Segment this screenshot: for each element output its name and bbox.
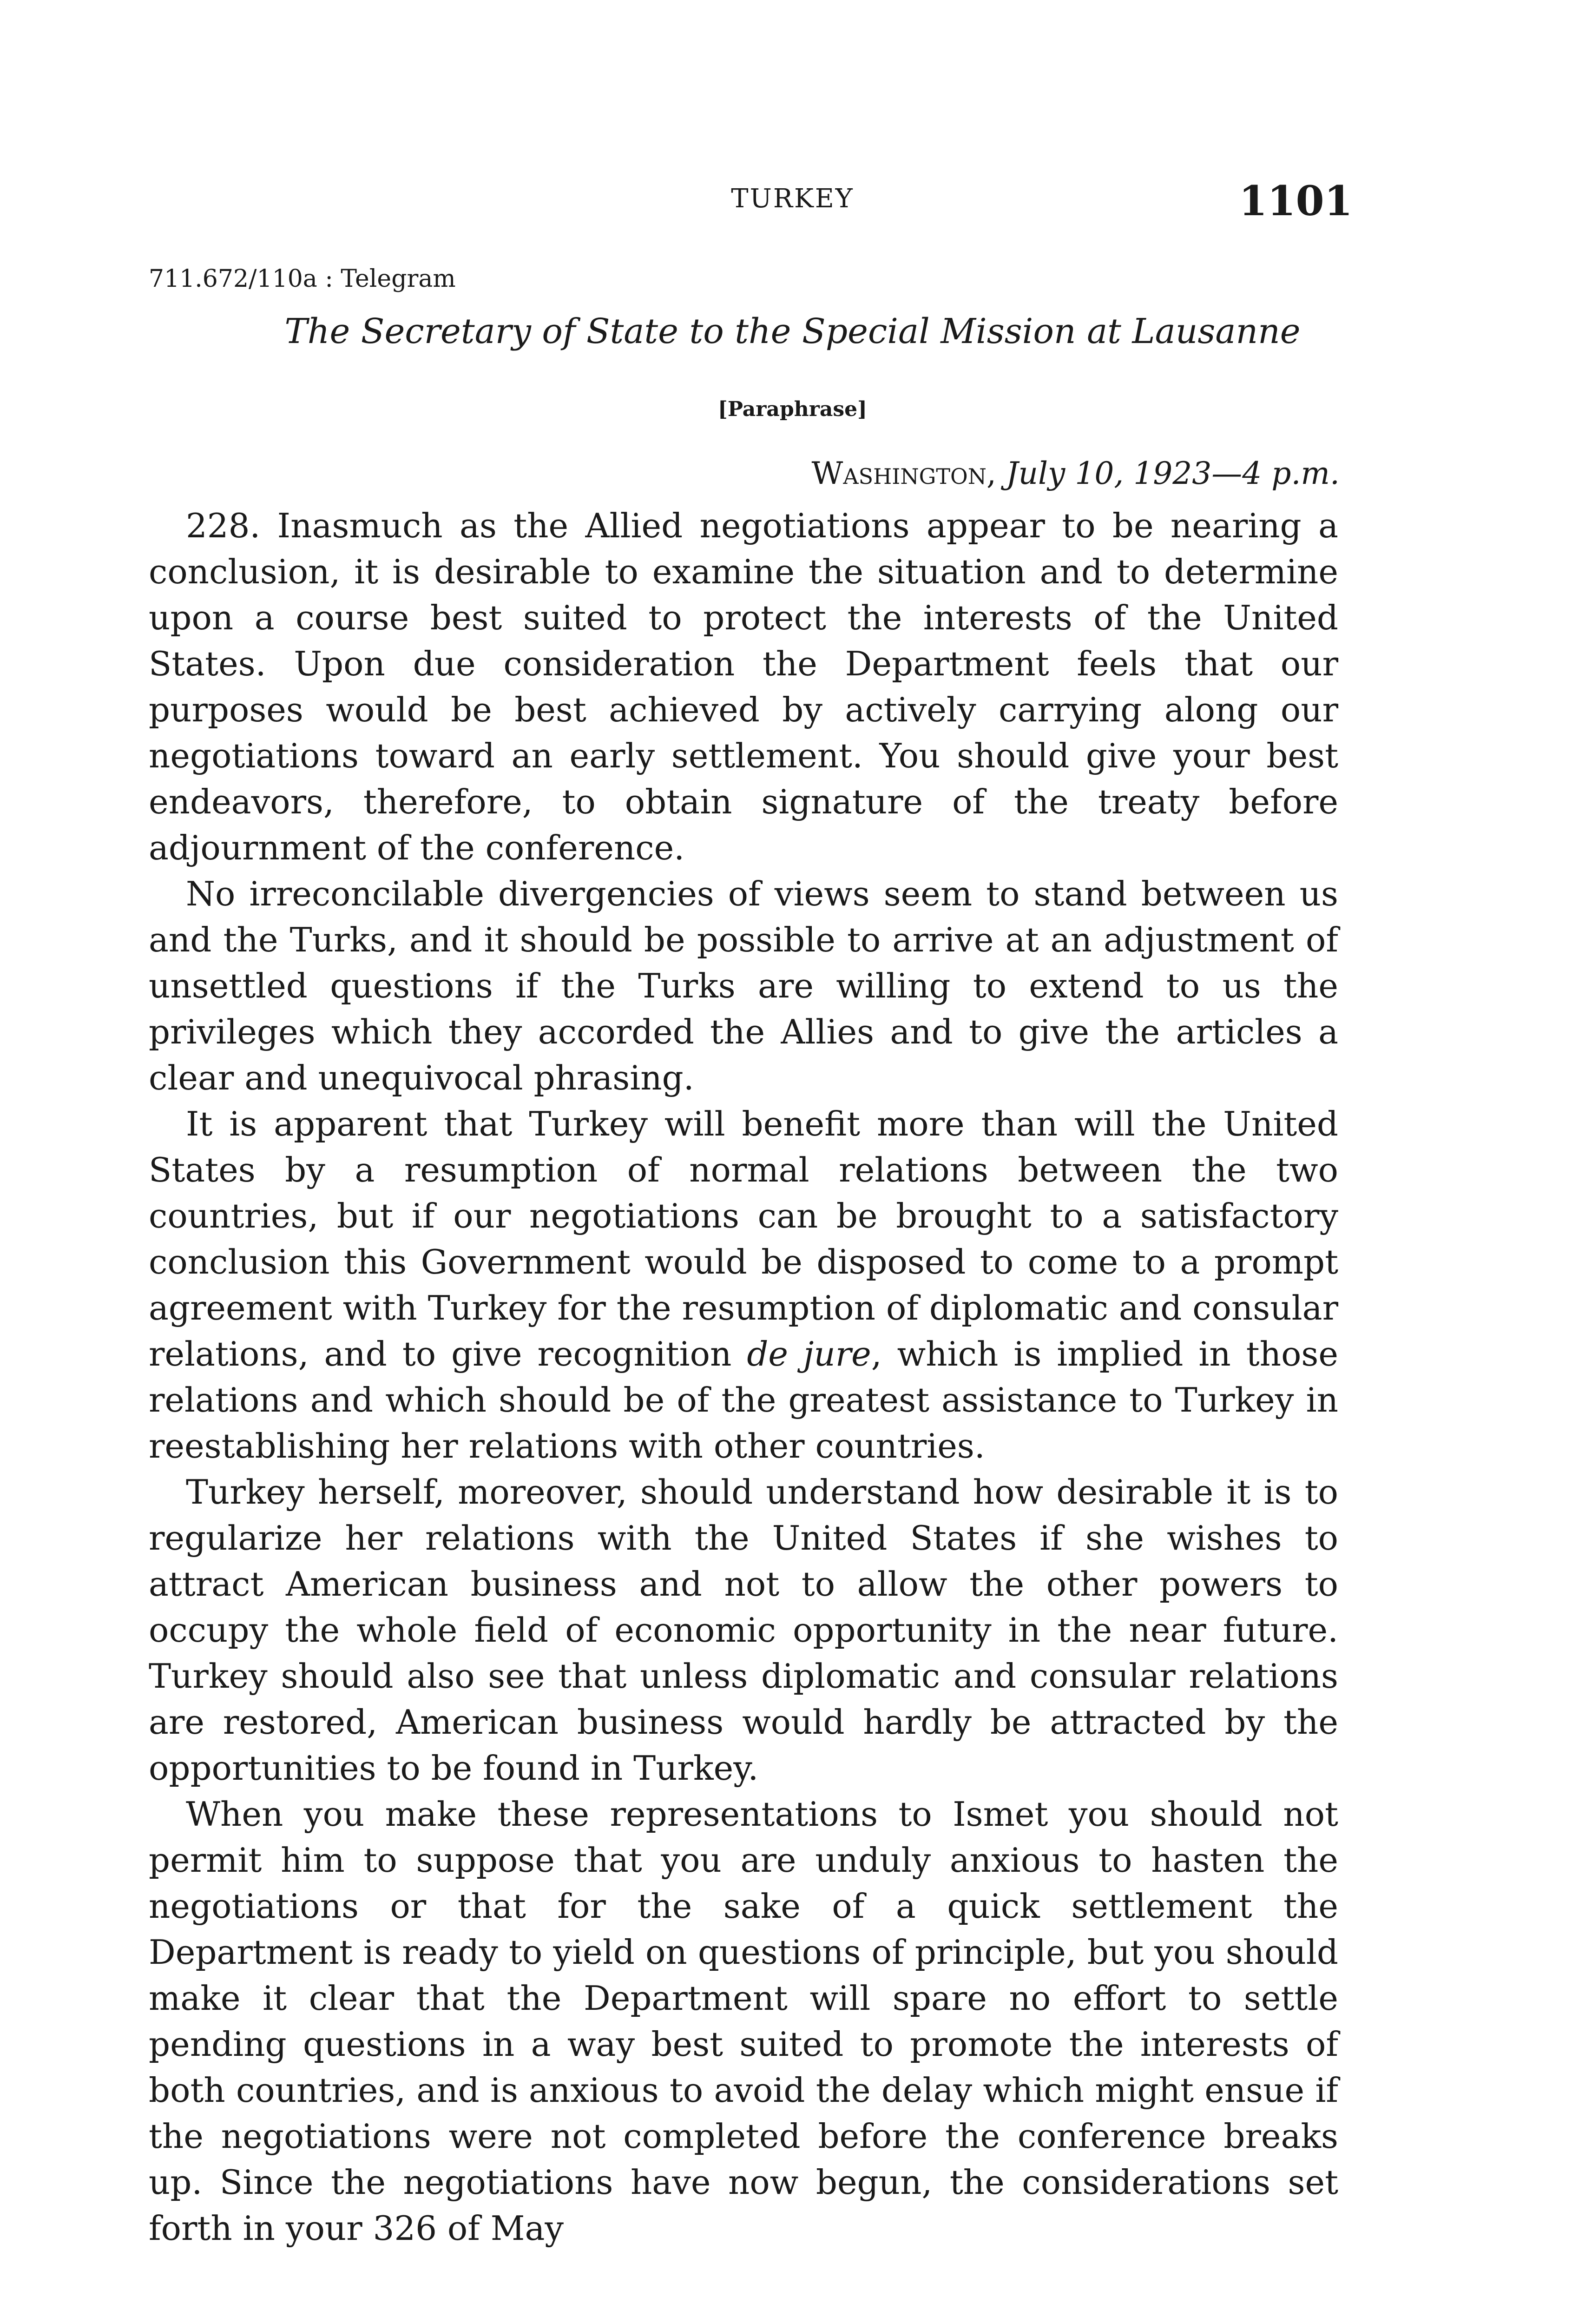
paragraph-3-italic: de jure bbox=[747, 1334, 871, 1373]
telegram-body bbox=[149, 503, 1338, 2251]
paragraph-3-text-after: , which is implied in those relations and which should be of the greatest assistance to Turkey in reestablishing her relations with other countries. bbox=[149, 1334, 1338, 1466]
paragraph-1-text: Inasmuch as the Allied negotiations appear to be nearing a conclusion, it is desirable to examine the situation and to determine upon a course best suited to protect the interests of the United States. Upon due consideration the Department feels that our purposes would be best achieved by actively carrying along our negotiations toward an early settlement. You should give your best endeavors, therefore, to obtain signature of the treaty before adjournment of the conference. bbox=[149, 506, 1338, 867]
document-title: The Secretary of State to the Special Mission at Lausanne bbox=[284, 311, 1301, 351]
paraphrase-note: [Paraphrase] bbox=[718, 397, 867, 421]
paragraph-5: When you make these representations to Ismet you should not permit him to suppose that you are unduly anxious to hasten the negotiations or that for the sake of a quick settlement the Department is ready to yield on questions of principle, but you should make it clear that the Department will spare no effort to settle pending questions in a way best suited to promote the interests of both countries, and is anxious to avoid the delay which might ensue if the negotiations were not completed before the conference breaks up. Since the negotiations have now begun, the considerations set forth in your 326 of May bbox=[149, 1795, 1338, 2248]
dateline-place: Washington, bbox=[811, 456, 996, 491]
paragraph-4: Turkey herself, moreover, should understand how desirable it is to regularize her relations with the United States if she wishes to attract American business and not to allow the other powers to occupy the whole field of economic opportunity in the near future. Turkey should also see that unless diplomatic and consular relations are restored, American business would hardly be attracted by the opportunities to be found in Turkey. bbox=[149, 1472, 1338, 1788]
file-reference: 711.672/110a : Telegram bbox=[149, 265, 456, 293]
paragraph-3 bbox=[149, 1101, 1338, 1469]
telegram-number: 228. bbox=[186, 506, 261, 545]
dateline bbox=[812, 456, 1340, 491]
page-number: 1101 bbox=[1239, 177, 1353, 225]
paragraph-1 bbox=[149, 503, 1338, 871]
dateline-date: July 10, 1923—4 p.m. bbox=[1006, 456, 1340, 491]
paragraph-3-text-before: It is apparent that Turkey will benefit more than will the United States by a resumption of normal relations between the two countries, but if our negotiations can be brought to a satisfactory conclusion this Government would be disposed to come to a prompt agreement with Turkey for the resumption of diplomatic and consular relations, and to give recognition bbox=[149, 1104, 1338, 1373]
running-head: TURKEY bbox=[731, 184, 854, 214]
paragraph-2: No irreconcilable divergencies of views seem to stand between us and the Turks, and it should be possible to arrive at an adjustment of unsettled questions if the Turks are willing to extend to us the privileges which they accorded the Allies and to give the articles a clear and unequivocal phrasing. bbox=[149, 874, 1338, 1097]
